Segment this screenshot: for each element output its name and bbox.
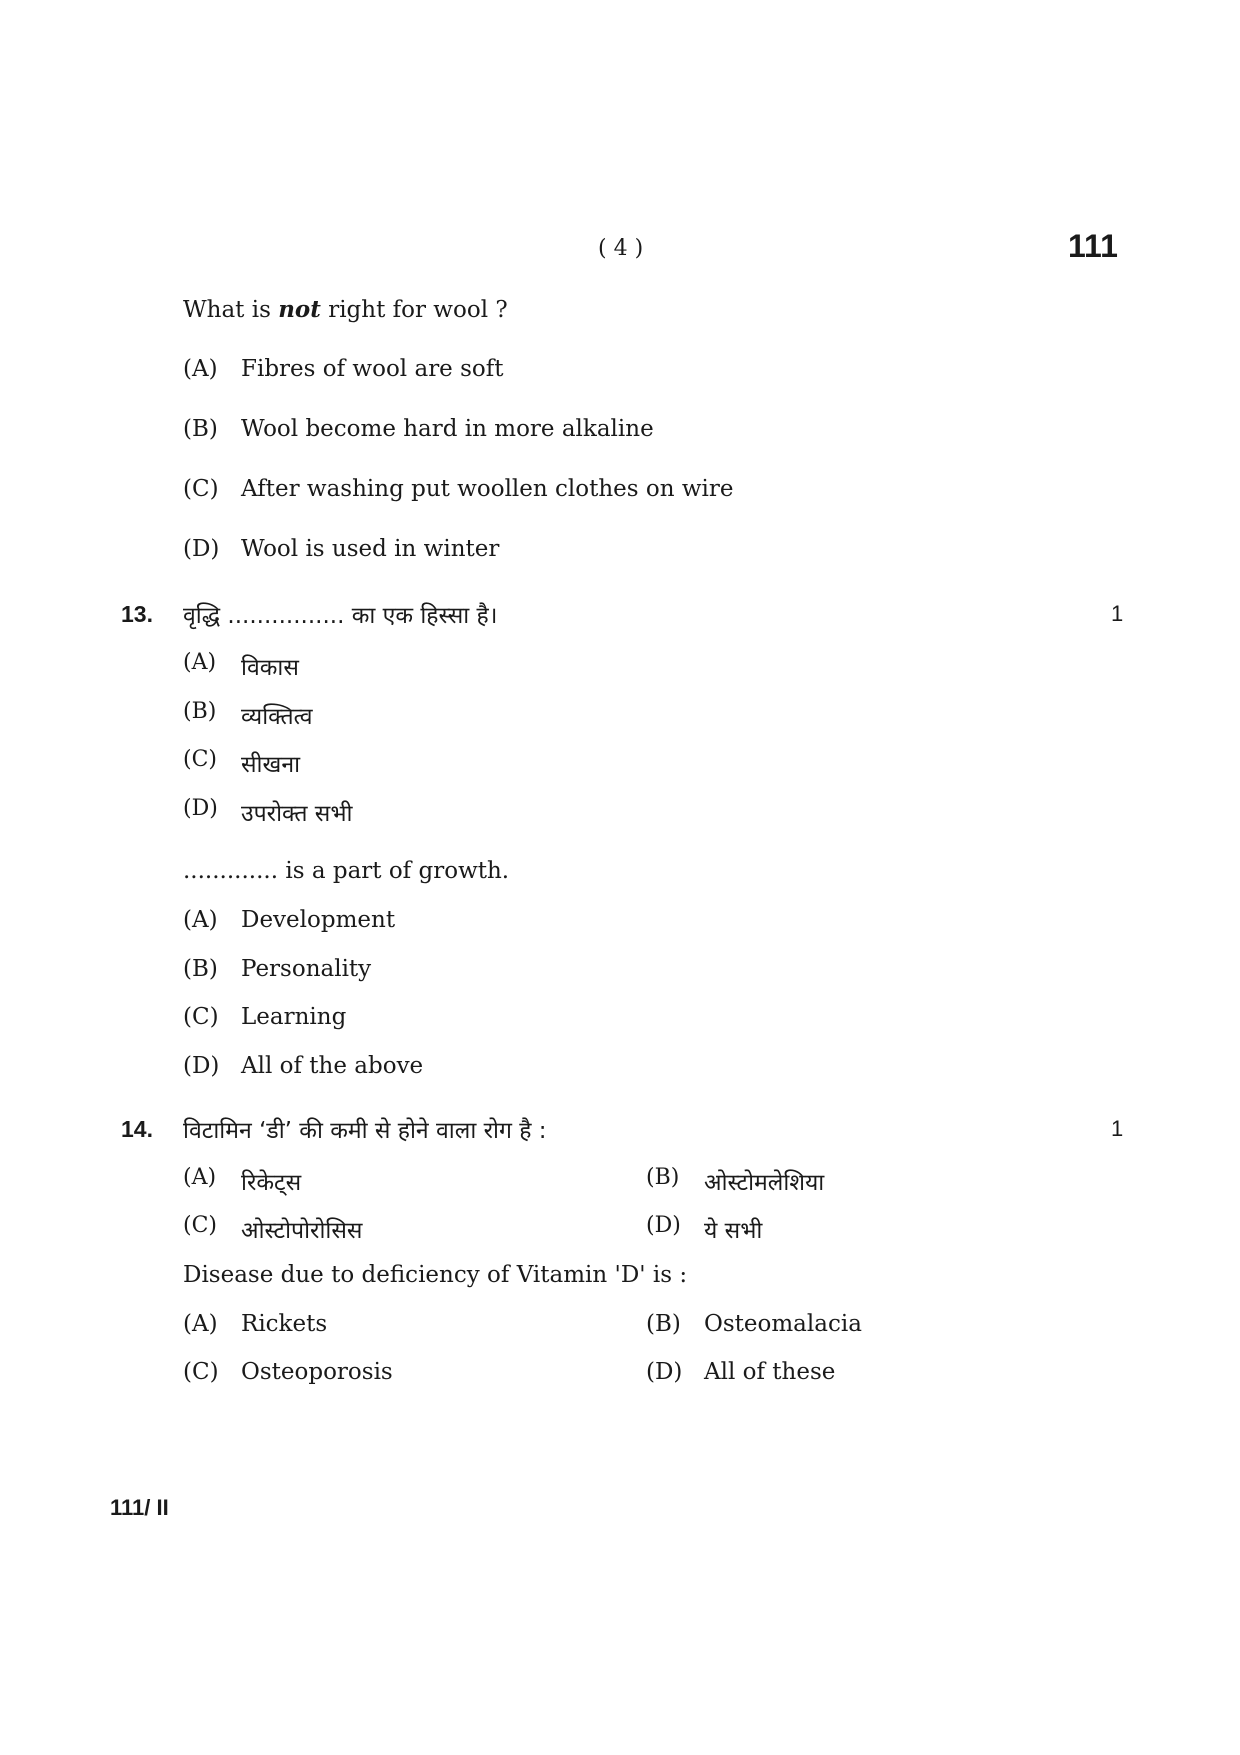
option-text: Rickets <box>241 1311 328 1337</box>
option-text: उपरोक्त सभी <box>241 801 353 827</box>
option-label: (C) <box>183 1213 217 1238</box>
option-label: (A) <box>183 1311 218 1337</box>
option-text: Fibres of wool are soft <box>241 356 504 382</box>
q14-marks: 1 <box>1111 1116 1124 1141</box>
option-text: ओस्टोमलेशिया <box>704 1170 825 1196</box>
q14-question-hindi: विटामिन ‘डी’ की कमी से होने वाला रोग है : <box>183 1118 547 1144</box>
option-label: (B) <box>183 699 217 724</box>
q12-question-prefix: What is <box>183 297 279 323</box>
option-label: (A) <box>183 356 218 382</box>
option-text: रिकेट्स <box>241 1170 302 1196</box>
option-label: (B) <box>183 416 218 442</box>
option-text: All of these <box>704 1359 836 1385</box>
footer-code: 111/ II <box>110 1495 169 1520</box>
page-number: ( 4 ) <box>598 236 644 261</box>
option-label: (D) <box>183 796 218 821</box>
option-label: (C) <box>183 747 217 772</box>
option-text: विकास <box>241 655 299 681</box>
option-label: (A) <box>183 1165 217 1190</box>
option-text: Personality <box>241 956 372 982</box>
paper-code: 111 <box>1068 228 1118 264</box>
option-label: (C) <box>183 1004 219 1030</box>
q12-question <box>183 296 508 323</box>
q14-number: 14. <box>121 1116 153 1142</box>
option-text: Osteomalacia <box>704 1311 862 1337</box>
q13-number: 13. <box>121 601 153 627</box>
option-text: Wool is used in winter <box>241 536 500 562</box>
q12-question-suffix: right for wool ? <box>320 297 508 323</box>
option-text: ओस्टोपोरोसिस <box>241 1218 363 1244</box>
q13-marks: 1 <box>1111 601 1124 626</box>
option-text: व्यक्तित्व <box>241 704 313 730</box>
option-label: (B) <box>646 1311 681 1337</box>
option-label: (D) <box>183 1053 220 1079</box>
q14-question-english: Disease due to deficiency of Vitamin 'D' is : <box>183 1262 688 1288</box>
option-label: (C) <box>183 476 219 502</box>
option-label: (B) <box>646 1165 680 1190</box>
option-label: (D) <box>646 1359 683 1385</box>
option-label: (C) <box>183 1359 219 1385</box>
option-text: सीखना <box>241 752 301 778</box>
q13-question-english: ............. is a part of growth. <box>183 858 510 884</box>
option-text: ये सभी <box>704 1218 763 1244</box>
option-text: After washing put woollen clothes on wire <box>241 476 734 502</box>
option-label: (A) <box>183 907 218 933</box>
option-text: All of the above <box>241 1053 424 1079</box>
q12-question-emphasis: not <box>278 296 321 323</box>
q13-question-hindi: वृद्धि ................ का एक हिस्सा है। <box>183 603 498 629</box>
option-label: (D) <box>646 1213 681 1238</box>
option-label: (D) <box>183 536 220 562</box>
option-label: (B) <box>183 956 218 982</box>
option-label: (A) <box>183 650 217 675</box>
option-text: Osteoporosis <box>241 1359 393 1385</box>
option-text: Wool become hard in more alkaline <box>241 416 654 442</box>
option-text: Learning <box>241 1004 347 1030</box>
option-text: Development <box>241 907 396 933</box>
